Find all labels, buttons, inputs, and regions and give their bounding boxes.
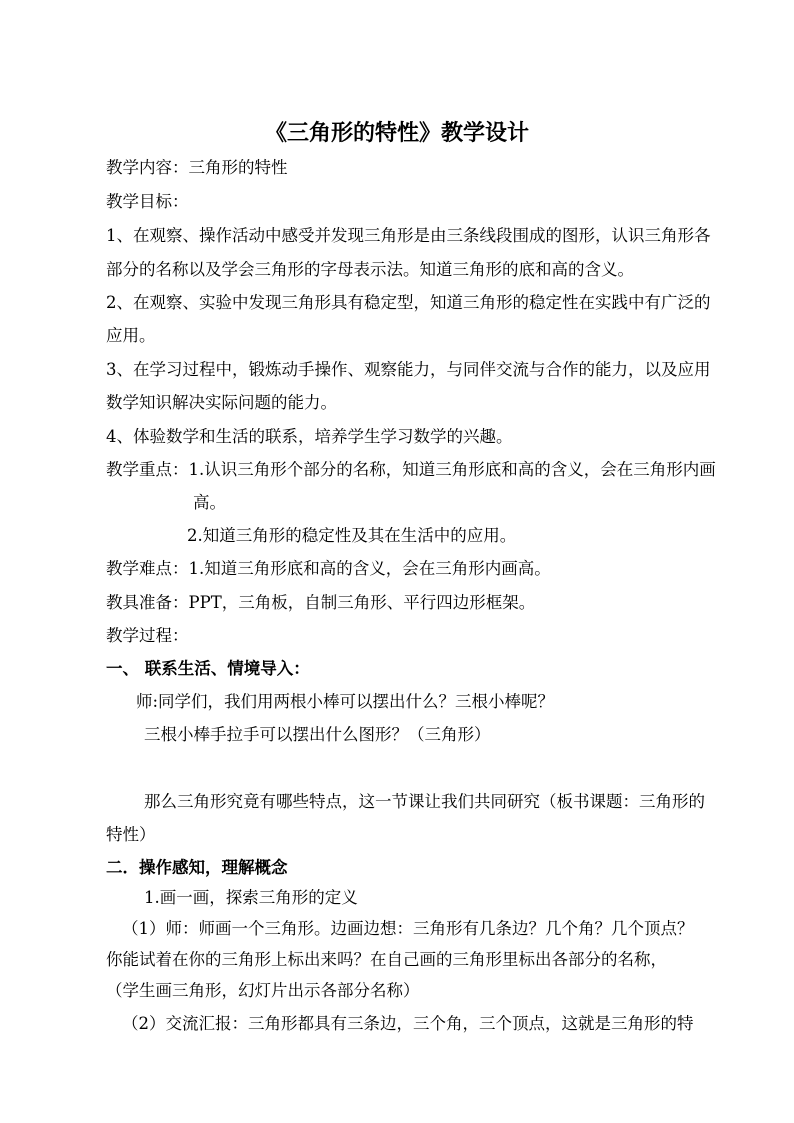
goal-2-line-2: 应用。 bbox=[106, 326, 156, 345]
goal-1-line-2: 部分的名称以及学会三角形的字母表示法。知道三角形的底和高的含义。 bbox=[106, 260, 634, 279]
teaching-aids: 教具准备：PPT，三角板，自制三角形、平行四边形框架。 bbox=[106, 593, 536, 612]
goal-3-line-1: 3、在学习过程中，锻炼动手操作、观察能力，与同伴交流与合作的能力，以及应用 bbox=[106, 360, 711, 379]
section-2-para-1-line-3: （学生画三角形，幻灯片出示各部分名称） bbox=[106, 981, 420, 1000]
key-points-line-1: 教学重点：1.认识三角形个部分的名称，知道三角形底和高的含义，会在三角形内画 bbox=[106, 460, 716, 479]
key-points-line-2: 高。 bbox=[193, 493, 226, 512]
goal-2-line-1: 2、在观察、实验中发现三角形具有稳定型，知道三角形的稳定性在实践中有广泛的 bbox=[106, 293, 711, 312]
section-2-heading: 二．操作感知，理解概念 bbox=[106, 858, 288, 877]
key-points-line-3: 2.知道三角形的稳定性及其在生活中的应用。 bbox=[187, 526, 517, 545]
goal-1-line-1: 1、在观察、操作活动中感受并发现三角形是由三条线段围成的图形，认识三角形各 bbox=[106, 226, 711, 245]
section-1-heading: 一、 联系生活、情境导入： bbox=[106, 659, 310, 678]
section-2-para-1-line-1: （1）师：师画一个三角形。边画边想：三角形有几条边？几个角？几个顶点？ bbox=[122, 919, 694, 938]
section-2-para-2-line-1: （2）交流汇报：三角形都具有三条边，三个角，三个顶点，这就是三角形的特 bbox=[122, 1014, 694, 1033]
section-1-line-1: 师:同学们，我们用两根小棒可以摆出什么？三根小棒呢？ bbox=[136, 692, 555, 711]
section-1-line-4: 特性） bbox=[106, 825, 156, 844]
section-1-line-3: 那么三角形究竟有哪些特点，这一节课让我们共同研究（板书课题：三角形的 bbox=[144, 792, 705, 811]
teaching-goals-heading: 教学目标： bbox=[106, 192, 189, 211]
goal-4: 4、体验数学和生活的联系，培养学生学习数学的兴趣。 bbox=[106, 427, 513, 446]
section-2-item-1: 1.画一画，探索三角形的定义 bbox=[144, 888, 358, 907]
difficult-points: 教学难点：1.知道三角形底和高的含义，会在三角形内画高。 bbox=[106, 559, 551, 578]
goal-3-line-2: 数学知识解决实际问题的能力。 bbox=[106, 393, 337, 412]
section-1-line-2: 三根小棒手拉手可以摆出什么图形？（三角形） bbox=[144, 725, 491, 744]
document-title: 《三角形的特性》教学设计 bbox=[264, 120, 529, 146]
section-2-para-1-line-2: 你能试着在你的三角形上标出来吗？在自己画的三角形里标出各部分的名称， bbox=[106, 950, 667, 969]
teaching-process-heading: 教学过程： bbox=[106, 626, 189, 645]
teaching-content: 教学内容：三角形的特性 bbox=[106, 158, 288, 177]
